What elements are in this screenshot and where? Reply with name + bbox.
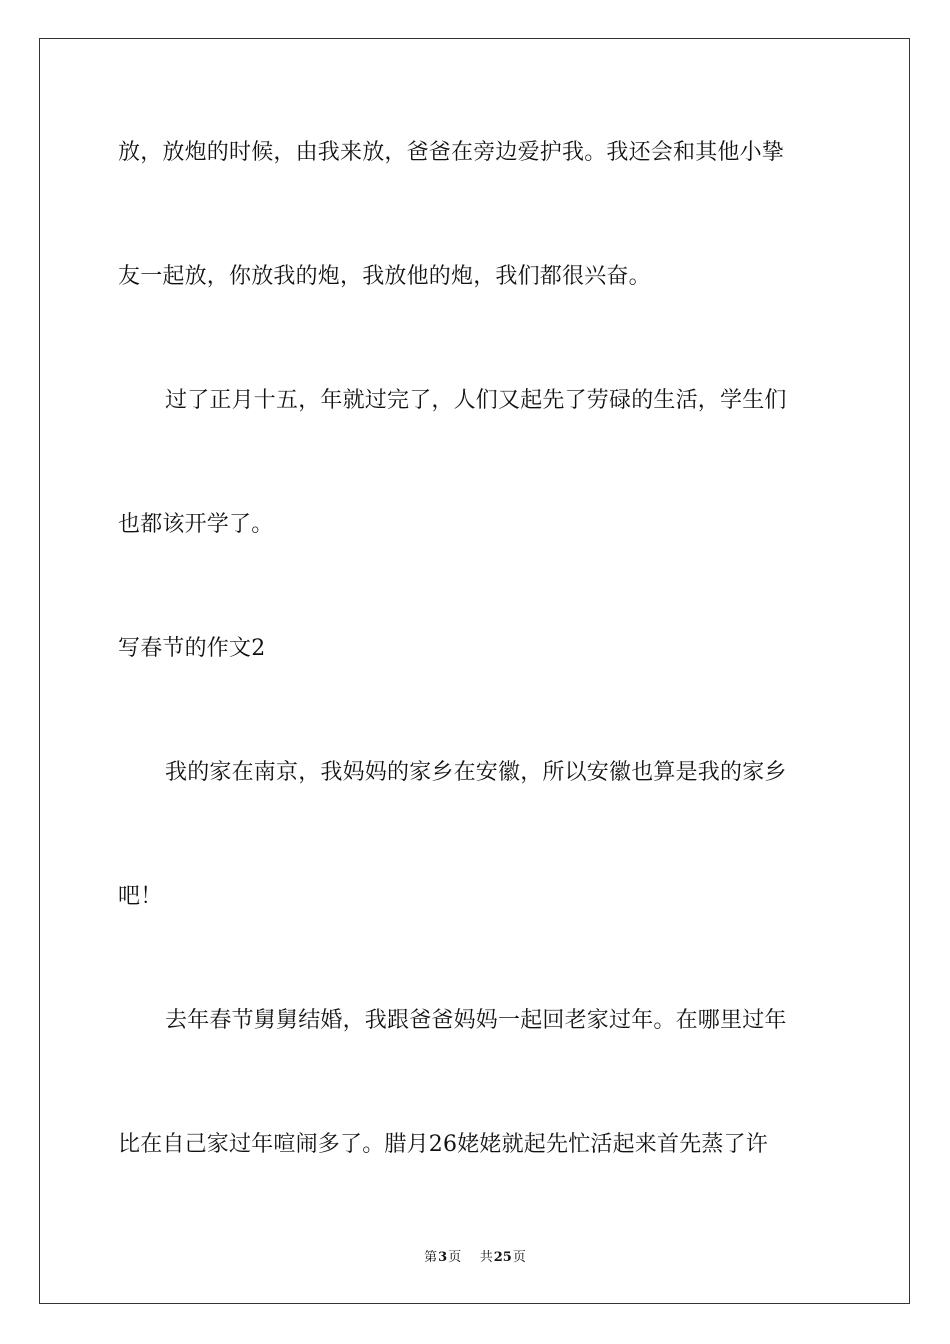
footer-total-pages: 25 xyxy=(493,1250,512,1265)
body-line-2: 友一起放，你放我的炮，我放他的炮，我们都很兴奋。 xyxy=(118,264,651,289)
body-line-4: 也都该开学了。 xyxy=(118,512,274,537)
section-heading: 写春节的作文2 xyxy=(118,636,266,661)
body-line-5: 我的家在南京，我妈妈的家乡在安徽，所以安徽也算是我的家乡 xyxy=(165,760,787,785)
body-line-1: 放，放炮的时候，由我来放，爸爸在旁边爱护我。我还会和其他小挚 xyxy=(118,140,785,165)
body-line-6: 吧！ xyxy=(118,884,163,909)
footer-page-suffix: 页 xyxy=(448,1250,462,1265)
page-border xyxy=(39,38,910,1304)
body-line-8: 比在自己家过年喧闹多了。腊月26姥姥就起先忙活起来首先蒸了许 xyxy=(118,1132,768,1157)
body-line-7: 去年春节舅舅结婚，我跟爸爸妈妈一起回老家过年。在哪里过年 xyxy=(165,1008,787,1033)
footer-total-prefix: 共 xyxy=(479,1250,493,1265)
footer-page-prefix: 第 xyxy=(424,1250,438,1265)
page-footer xyxy=(0,1246,950,1265)
footer-page-number: 3 xyxy=(438,1250,448,1265)
footer-total-suffix: 页 xyxy=(512,1250,526,1265)
body-line-3: 过了正月十五，年就过完了，人们又起先了劳碌的生活，学生们 xyxy=(165,388,787,413)
